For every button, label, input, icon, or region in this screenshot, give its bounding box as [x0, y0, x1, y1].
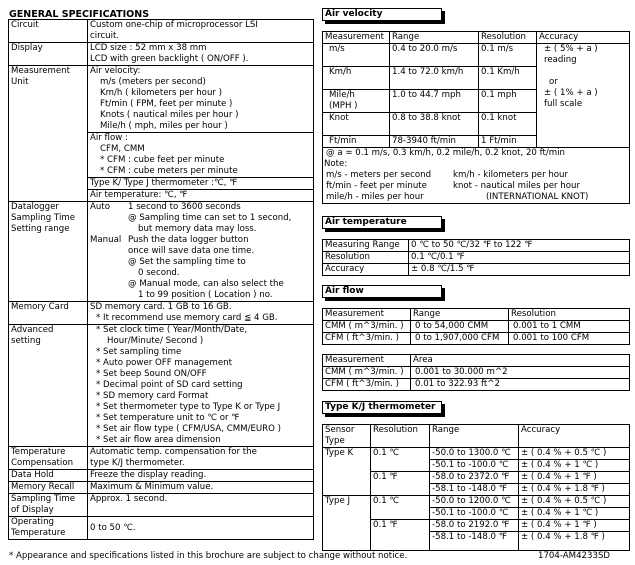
table-row: [323, 448, 630, 460]
cell-range: 78-3940 ft/min: [390, 136, 479, 148]
spec-value: Air velocity:: [90, 66, 141, 76]
spec-value: Knots ( nautical miles per hour ): [100, 110, 239, 120]
spec-value: Freeze the display reading.: [88, 470, 314, 482]
column-header: Accuracy: [537, 32, 630, 44]
cell-range: 1.4 to 72.0 km/h: [390, 67, 479, 90]
table-row: [323, 321, 630, 333]
spec-row-memory-recall: [9, 482, 314, 494]
accuracy: ± ( 0.4 % + 1 ℃ ): [519, 460, 630, 472]
spec-value: * CFM : cube feet per minute: [100, 155, 225, 165]
spec-value: * Set thermometer type to Type K or Type J: [96, 402, 281, 412]
spec-value: * It recommend use memory card ≦ 4 GB.: [96, 313, 278, 323]
spec-label: Display: [9, 43, 88, 66]
accuracy-value: or: [549, 77, 558, 87]
spec-value: 1 second to 3600 seconds: [128, 202, 241, 212]
document-code: 1704-AM4233SD: [538, 551, 611, 561]
cell: CMM ( m^3/min. ): [323, 321, 411, 333]
column-header: Resolution: [479, 32, 537, 44]
spec-value: Maximum & Minimum value.: [88, 482, 314, 494]
range: -58.1 to -148.0 ℉: [430, 532, 519, 551]
accuracy: ± ( 0.4 % + 0.5 ℃ ): [519, 496, 630, 508]
cell-resolution: 0.1 knot: [479, 113, 537, 136]
table-row: [323, 496, 630, 508]
cell-resolution: 0.1 Km/h: [479, 67, 537, 90]
column-header: Resolution: [371, 425, 430, 448]
table-row: [323, 44, 630, 67]
column-header: Range: [390, 32, 479, 44]
section-title-thermometer: Type K/J thermometer: [322, 401, 442, 414]
spec-label: Temperature: [11, 528, 66, 538]
cell: CMM ( m^3/min. ): [323, 367, 411, 379]
cell-range: 0.4 to 20.0 m/s: [390, 44, 479, 67]
spec-value: LCD with green backlight ( ON/OFF ).: [90, 54, 249, 64]
resolution: 0.1 ℉: [371, 472, 430, 496]
spec-value: Air temperature: ℃, ℉: [88, 190, 314, 202]
spec-value: * Set sampling time: [96, 347, 182, 357]
air-flow-range-table: [322, 308, 630, 345]
spec-row-sampling-time-display: [9, 494, 314, 517]
accuracy: ± ( 0.4 % + 1.8 ℉ ): [519, 532, 630, 551]
table-row: [323, 379, 630, 391]
spec-label: setting: [11, 336, 41, 346]
note-a: @ a = 0.1 m/s, 0.3 km/h, 0.2 mile/h, 0.2 knot, 20 ft/min: [326, 148, 565, 158]
thermometer-table: [322, 424, 630, 551]
spec-value: Approx. 1 second.: [88, 494, 314, 517]
spec-label: Unit: [11, 77, 29, 87]
spec-value: CFM, CMM: [100, 144, 145, 154]
note-item: m/s - meters per second: [326, 170, 432, 180]
spec-label: Data Hold: [9, 470, 88, 482]
column-header: Measurement: [323, 309, 411, 321]
range: -50.1 to -100.0 ℃: [430, 508, 519, 520]
spec-label: Measurement: [11, 66, 70, 76]
cell-resolution: 1 Ft/min: [479, 136, 537, 148]
table-row: [323, 367, 630, 379]
resolution: 0.1 ℃: [371, 448, 430, 472]
column-header: Range: [430, 425, 519, 448]
row-value: 0 ℃ to 50 ℃/32 ℉ to 122 ℉: [409, 240, 630, 252]
spec-value: * Set temperature unit to ℃ or ℉: [96, 413, 240, 423]
cell-range: 1.0 to 44.7 mph: [390, 90, 479, 113]
column-header: Type: [325, 436, 345, 446]
spec-value: Hour/Minute/ Second ): [107, 336, 204, 346]
spec-value: @ Sampling time can set to 1 second,: [128, 213, 292, 223]
section-title-air-flow: Air flow: [322, 285, 442, 298]
spec-label: Advanced: [11, 325, 54, 335]
table-row: [323, 252, 630, 264]
accuracy: ± ( 0.4 % + 0.5 ℃ ): [519, 448, 630, 460]
spec-value: * Set air flow area dimension: [96, 435, 221, 445]
table-header-row: [323, 425, 630, 448]
air-temperature-table: [322, 239, 630, 276]
spec-row-data-hold: [9, 470, 314, 482]
range: -50.1 to -100.0 ℃: [430, 460, 519, 472]
spec-value: @ Set the sampling time to: [128, 257, 246, 267]
range: -50.0 to 1200.0 ℃: [430, 496, 519, 508]
cell-unit: m/s: [323, 44, 390, 67]
spec-row-advanced-setting: [9, 325, 314, 447]
cell-range: 0.8 to 38.8 knot: [390, 113, 479, 136]
spec-row-measurement-unit: [9, 66, 314, 133]
column-header: Resolution: [509, 309, 630, 321]
spec-value: Ft/min ( FPM, feet per minute ): [100, 99, 233, 109]
row-label: Accuracy: [323, 264, 409, 276]
spec-label: Compensation: [11, 458, 74, 468]
spec-label: Temperature: [11, 447, 66, 457]
cell-resolution: 0.1 m/s: [479, 44, 537, 67]
table-row: [323, 333, 630, 345]
cell-unit: Ft/min: [323, 136, 390, 148]
spec-value: m/s (meters per second): [100, 77, 206, 87]
row-value: 0.1 ℃/0.1 ℉: [409, 252, 630, 264]
note-item: knot - nautical miles per hour: [453, 181, 580, 191]
section-title-air-temperature: Air temperature: [322, 216, 442, 229]
spec-value: * Decimal point of SD card setting: [96, 380, 243, 390]
spec-label: Memory Recall: [9, 482, 88, 494]
spec-value: once will save data one time.: [128, 246, 255, 256]
cell-resolution: 0.1 mph: [479, 90, 537, 113]
spec-value: LCD size : 52 mm x 38 mm: [90, 43, 207, 53]
note-item: mile/h - miles per hour: [326, 192, 424, 202]
spec-value: * Set air flow type ( CFM/USA, CMM/EURO ): [96, 424, 282, 434]
spec-label: Sampling Time: [11, 494, 75, 504]
range: -58.0 to 2372.0 ℉: [430, 472, 519, 484]
spec-value: Air flow :: [90, 133, 128, 143]
spec-label: of Display: [11, 505, 54, 515]
spec-value: type K/J thermometer.: [90, 458, 185, 468]
spec-label: Circuit: [9, 20, 88, 43]
range: -58.1 to -148.0 ℉: [430, 484, 519, 496]
cell: 0 to 1,907,000 CFM: [411, 333, 509, 345]
accuracy-value: ± ( 5% + a ): [544, 44, 598, 54]
column-header: Accuracy: [519, 425, 630, 448]
spec-label: Datalogger: [11, 202, 59, 212]
spec-label: Memory Card: [9, 302, 88, 325]
sensor-type: Type J: [323, 496, 371, 551]
row-label: Resolution: [323, 252, 409, 264]
spec-row-memory-card: [9, 302, 314, 325]
accuracy: ± ( 0.4 % + 1.8 ℉ ): [519, 484, 630, 496]
spec-value: Push the data logger button: [128, 235, 249, 245]
spec-value: * CFM : cube meters per minute: [100, 166, 238, 176]
cell-unit: Mile/h: [329, 90, 355, 100]
accuracy: ± ( 0.4 % + 1 ℉ ): [519, 472, 630, 484]
spec-value: * Set clock time ( Year/Month/Date,: [96, 325, 248, 335]
spec-value: 1 to 99 position ( Location ) no.: [138, 290, 273, 300]
column-header: Area: [411, 355, 630, 367]
accuracy-value: full scale: [544, 99, 583, 109]
spec-value: @ Manual mode, can also select the: [128, 279, 284, 289]
spec-value: SD memory card. 1 GB to 16 GB.: [90, 302, 232, 312]
spec-value: circuit.: [90, 31, 120, 41]
column-header: Range: [411, 309, 509, 321]
spec-value: * Auto power OFF management: [96, 358, 232, 368]
table-header-row: [323, 309, 630, 321]
accuracy: ± ( 0.4 % + 1 ℉ ): [519, 520, 630, 532]
column-header: Measurement: [323, 32, 390, 44]
spec-row-circuit: [9, 20, 314, 43]
spec-value: but memory data may loss.: [138, 224, 257, 234]
spec-label: Sampling Time: [11, 213, 75, 223]
spec-value: Km/h ( kilometers per hour ): [100, 88, 223, 98]
air-velocity-table: [322, 31, 630, 204]
manual-label: Manual: [90, 235, 122, 245]
row-value: ± 0.8 ℃/1.5 ℉: [409, 264, 630, 276]
column-header: Measurement: [323, 355, 411, 367]
spec-value: * SD memory card Format: [96, 391, 209, 401]
section-title-air-velocity: Air velocity: [322, 8, 442, 21]
column-header: Sensor: [325, 425, 355, 435]
spec-row-temperature-compensation: [9, 447, 314, 470]
general-specifications-table: [8, 19, 314, 540]
range: -58.0 to 2192.0 ℉: [430, 520, 519, 532]
spec-value: * Set beep Sound ON/OFF: [96, 369, 207, 379]
resolution: 0.1 ℃: [371, 496, 430, 520]
spec-row-display: [9, 43, 314, 66]
auto-label: Auto: [90, 202, 110, 212]
cell: 0.001 to 30.000 m^2: [411, 367, 630, 379]
table-row: [323, 264, 630, 276]
note-item: (INTERNATIONAL KNOT): [486, 192, 589, 202]
spec-value: Mile/h ( mph, miles per hour ): [100, 121, 228, 131]
general-specifications-title: GENERAL SPECIFICATIONS: [9, 9, 150, 20]
cell: 0.01 to 322.93 ft^2: [411, 379, 630, 391]
cell-unit: Km/h: [323, 67, 390, 90]
note-item: ft/min - feet per minute: [326, 181, 427, 191]
resolution: 0.1 ℉: [371, 520, 430, 551]
row-label: Measuring Range: [323, 240, 409, 252]
air-flow-area-table: [322, 354, 630, 391]
cell-unit: Knot: [323, 113, 390, 136]
spec-label: Operating: [11, 517, 54, 527]
footer-note: * Appearance and specifications listed in this brochure are subject to change without notice.: [9, 551, 408, 561]
spec-row-operating-temperature: [9, 517, 314, 540]
spec-row-datalogger: [9, 202, 314, 302]
cell: CFM ( ft^3/min. ): [323, 333, 411, 345]
table-header-row: [323, 355, 630, 367]
accuracy-value: reading: [544, 55, 577, 65]
cell: 0.001 to 1 CMM: [509, 321, 630, 333]
accuracy-value: ± ( 1% + a ): [544, 88, 598, 98]
spec-value: 0 to 50 ℃.: [88, 517, 314, 540]
cell: 0.001 to 100 CFM: [509, 333, 630, 345]
spec-label: Setting range: [11, 224, 70, 234]
accuracy: ± ( 0.4 % + 1 ℃ ): [519, 508, 630, 520]
cell-unit: (MPH ): [329, 101, 358, 111]
spec-value: Type K/ Type J thermometer :℃, ℉: [88, 178, 314, 190]
table-row: [323, 240, 630, 252]
cell: 0 to 54,000 CMM: [411, 321, 509, 333]
cell: CFM ( ft^3/min. ): [323, 379, 411, 391]
note-label: Note:: [324, 159, 348, 169]
spec-value: 0 second.: [138, 268, 180, 278]
range: -50.0 to 1300.0 ℃: [430, 448, 519, 460]
spec-value: Automatic temp. compensation for the: [90, 447, 257, 457]
sensor-type: Type K: [323, 448, 371, 496]
table-header-row: [323, 32, 630, 44]
note-item: km/h - kilometers per hour: [453, 170, 569, 180]
spec-value: Custom one-chip of microprocessor LSI: [90, 20, 258, 30]
air-velocity-notes: [323, 148, 630, 204]
